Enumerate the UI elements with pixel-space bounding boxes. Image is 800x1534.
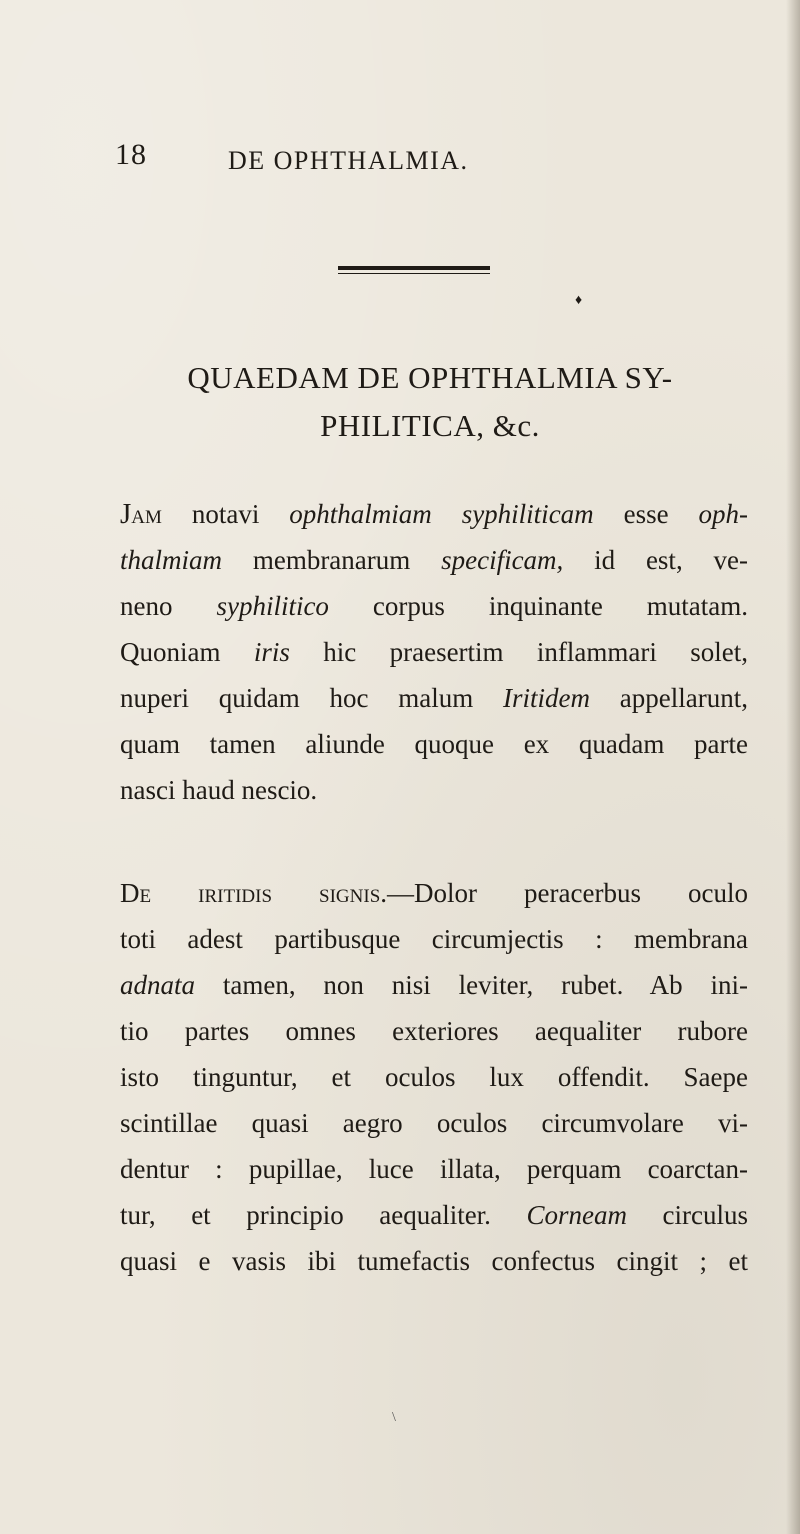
paragraph-1	[120, 491, 748, 813]
section-title	[110, 354, 750, 450]
text-run: appellarunt,	[590, 683, 749, 713]
paragraph-line: scintillae quasi aegro oculos circumvolare vi-	[120, 1108, 748, 1138]
paragraph-line	[120, 537, 748, 583]
italic-term: syphilitico	[216, 591, 329, 621]
italic-term: thalmiam	[120, 545, 223, 575]
text-run: notavi	[161, 499, 290, 529]
text-run: membranarum	[222, 545, 442, 575]
italic-term: Iritidem	[503, 683, 591, 713]
text-run: corpus inquinante mutatam.	[328, 591, 748, 621]
italic-term: oph-	[698, 499, 748, 529]
text-run: id est, ve-	[563, 545, 748, 575]
small-caps-heading: De iritidis signis.	[120, 878, 388, 908]
page-edge-shadow	[786, 0, 800, 1534]
section-title-line-1: QUAEDAM DE OPHTHALMIA SY-	[187, 360, 673, 395]
paragraph-line	[120, 870, 748, 916]
italic-term: iris	[253, 637, 290, 667]
ink-mark-icon: ♦	[575, 293, 583, 308]
text-run: neno	[120, 591, 217, 621]
paragraph-line	[120, 629, 748, 675]
section-title-line-2: PHILITICA, &c.	[320, 408, 540, 443]
stray-mark-icon: \	[392, 1410, 396, 1425]
paragraph-line: isto tinguntur, et oculos lux offendit. Saepe	[120, 1062, 748, 1092]
italic-term: adnata	[120, 970, 196, 1000]
paragraph-line	[120, 1192, 748, 1238]
small-caps-text: am	[131, 499, 162, 529]
paragraph-line	[120, 962, 748, 1008]
text-run: esse	[593, 499, 699, 529]
text-run: Quoniam	[120, 637, 254, 667]
italic-term: specificam,	[441, 545, 564, 575]
paragraph-line: toti adest partibusque circumjectis : membrana	[120, 924, 748, 954]
divider-thin-line	[338, 273, 490, 274]
paragraph-line: nasci haud nescio.	[120, 775, 318, 805]
paragraph-line	[120, 583, 748, 629]
paragraph-line: quasi e vasis ibi tumefactis confectus cingit ; et	[120, 1246, 748, 1276]
paragraph-line: dentur : pupillae, luce illata, perquam coarctan-	[120, 1154, 748, 1184]
paragraph-2	[120, 870, 748, 1284]
text-run: tamen, non nisi leviter, rubet. Ab ini-	[195, 970, 748, 1000]
running-head: DE OPHTHALMIA.	[228, 146, 469, 175]
italic-term: Corneam	[526, 1200, 627, 1230]
paragraph-line: tio partes omnes exteriores aequaliter rubore	[120, 1016, 748, 1046]
paragraph-line: quam tamen aliunde quoque ex quadam parte	[120, 729, 748, 759]
text-run: tur, et principio aequaliter.	[120, 1200, 527, 1230]
divider-thick-line	[338, 266, 490, 270]
text-run: —Dolor peracerbus oculo	[387, 878, 748, 908]
section-divider	[338, 266, 490, 274]
drop-letter: J	[120, 498, 132, 530]
italic-term: ophthalmiam syphiliticam	[289, 499, 594, 529]
paragraph-line	[120, 491, 748, 537]
paragraph-line	[120, 675, 748, 721]
text-run: circulus	[626, 1200, 748, 1230]
text-run: nuperi quidam hoc malum	[120, 683, 504, 713]
text-run: hic praesertim inflammari solet,	[289, 637, 748, 667]
page-number: 18	[115, 138, 147, 171]
